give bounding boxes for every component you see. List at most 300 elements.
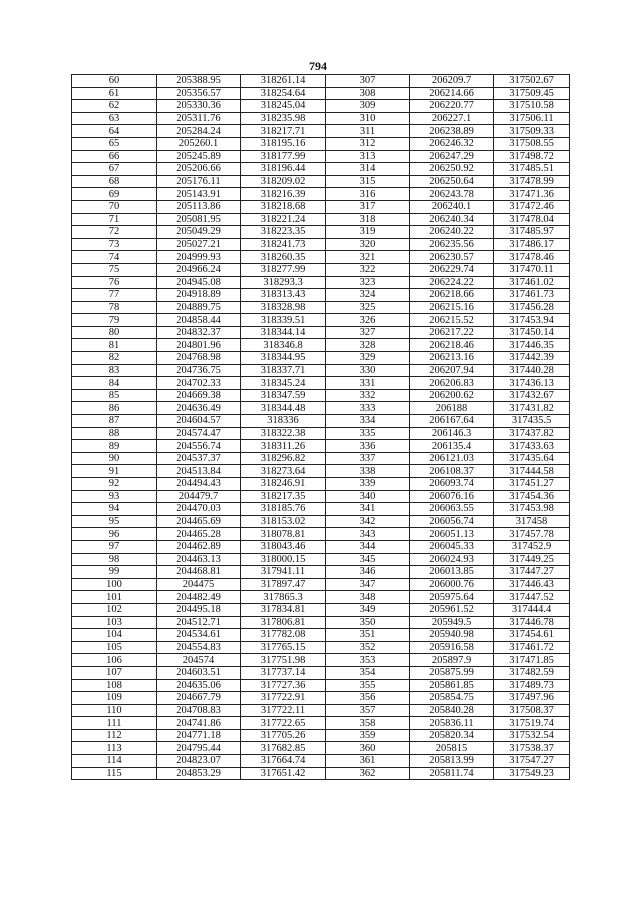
x-coordinate-right-cell: 206246.32 xyxy=(410,137,494,150)
point-number-left-cell: 101 xyxy=(72,591,157,604)
point-number-left-cell: 63 xyxy=(72,112,157,125)
x-coordinate-right-cell: 206108.37 xyxy=(410,465,494,478)
y-coordinate-left-cell: 318254.64 xyxy=(241,87,326,100)
x-coordinate-right-cell: 206051.13 xyxy=(410,528,494,541)
point-number-right-cell: 357 xyxy=(326,704,410,717)
point-number-left-cell: 85 xyxy=(72,389,157,402)
point-number-right-cell: 316 xyxy=(326,188,410,201)
y-coordinate-right-cell: 317461.73 xyxy=(494,289,570,302)
point-number-left-cell: 114 xyxy=(72,755,157,768)
table-row xyxy=(72,717,570,730)
x-coordinate-right-cell: 206206.83 xyxy=(410,377,494,390)
point-number-right-cell: 361 xyxy=(326,755,410,768)
point-number-left-cell: 94 xyxy=(72,503,157,516)
point-number-right-cell: 346 xyxy=(326,566,410,579)
x-coordinate-right-cell: 206076.16 xyxy=(410,490,494,503)
point-number-right-cell: 335 xyxy=(326,427,410,440)
x-coordinate-right-cell: 206235.56 xyxy=(410,238,494,251)
table-row xyxy=(72,704,570,717)
table-row xyxy=(72,389,570,402)
y-coordinate-left-cell: 318195.16 xyxy=(241,137,326,150)
point-number-right-cell: 340 xyxy=(326,490,410,503)
y-coordinate-left-cell: 317664.74 xyxy=(241,755,326,768)
point-number-left-cell: 82 xyxy=(72,352,157,365)
point-number-right-cell: 359 xyxy=(326,729,410,742)
x-coordinate-left-cell: 205311.76 xyxy=(157,112,241,125)
point-number-right-cell: 338 xyxy=(326,465,410,478)
point-number-right-cell: 318 xyxy=(326,213,410,226)
point-number-right-cell: 324 xyxy=(326,289,410,302)
point-number-left-cell: 115 xyxy=(72,767,157,780)
y-coordinate-right-cell: 317452.9 xyxy=(494,540,570,553)
table-row xyxy=(72,528,570,541)
point-number-right-cell: 360 xyxy=(326,742,410,755)
x-coordinate-right-cell: 205811.74 xyxy=(410,767,494,780)
point-number-right-cell: 334 xyxy=(326,415,410,428)
y-coordinate-right-cell: 317549.23 xyxy=(494,767,570,780)
point-number-right-cell: 310 xyxy=(326,112,410,125)
table-row xyxy=(72,100,570,113)
x-coordinate-right-cell: 206218.66 xyxy=(410,289,494,302)
y-coordinate-right-cell: 317509.33 xyxy=(494,125,570,138)
table-row xyxy=(72,226,570,239)
y-coordinate-right-cell: 317444.4 xyxy=(494,603,570,616)
point-number-left-cell: 67 xyxy=(72,163,157,176)
x-coordinate-right-cell: 205975.64 xyxy=(410,591,494,604)
x-coordinate-right-cell: 206013.85 xyxy=(410,566,494,579)
table-row xyxy=(72,137,570,150)
y-coordinate-right-cell: 317508.37 xyxy=(494,704,570,717)
x-coordinate-right-cell: 206217.22 xyxy=(410,326,494,339)
table-row xyxy=(72,364,570,377)
point-number-left-cell: 83 xyxy=(72,364,157,377)
y-coordinate-left-cell: 318336 xyxy=(241,415,326,428)
table-row xyxy=(72,654,570,667)
table-row xyxy=(72,679,570,692)
table-row xyxy=(72,87,570,100)
x-coordinate-right-cell: 206215.16 xyxy=(410,301,494,314)
point-number-right-cell: 355 xyxy=(326,679,410,692)
point-number-left-cell: 74 xyxy=(72,251,157,264)
x-coordinate-left-cell: 205081.95 xyxy=(157,213,241,226)
x-coordinate-right-cell: 206045.33 xyxy=(410,540,494,553)
coordinates-table xyxy=(71,74,570,780)
y-coordinate-right-cell: 317510.58 xyxy=(494,100,570,113)
point-number-right-cell: 326 xyxy=(326,314,410,327)
x-coordinate-right-cell: 206024.93 xyxy=(410,553,494,566)
y-coordinate-left-cell: 318344.95 xyxy=(241,352,326,365)
x-coordinate-left-cell: 204462.89 xyxy=(157,540,241,553)
point-number-right-cell: 327 xyxy=(326,326,410,339)
table-row xyxy=(72,263,570,276)
x-coordinate-right-cell: 206056.74 xyxy=(410,515,494,528)
y-coordinate-right-cell: 317449.25 xyxy=(494,553,570,566)
x-coordinate-left-cell: 204537.37 xyxy=(157,452,241,465)
x-coordinate-right-cell: 206188 xyxy=(410,402,494,415)
y-coordinate-right-cell: 317458 xyxy=(494,515,570,528)
y-coordinate-right-cell: 317471.36 xyxy=(494,188,570,201)
point-number-left-cell: 102 xyxy=(72,603,157,616)
point-number-right-cell: 308 xyxy=(326,87,410,100)
y-coordinate-right-cell: 317442.39 xyxy=(494,352,570,365)
point-number-right-cell: 331 xyxy=(326,377,410,390)
y-coordinate-left-cell: 318346.8 xyxy=(241,339,326,352)
point-number-left-cell: 69 xyxy=(72,188,157,201)
table-row xyxy=(72,729,570,742)
point-number-left-cell: 95 xyxy=(72,515,157,528)
point-number-right-cell: 348 xyxy=(326,591,410,604)
y-coordinate-right-cell: 317436.13 xyxy=(494,377,570,390)
point-number-right-cell: 352 xyxy=(326,641,410,654)
x-coordinate-right-cell: 206207.94 xyxy=(410,364,494,377)
table-row xyxy=(72,515,570,528)
x-coordinate-right-cell: 206200.62 xyxy=(410,389,494,402)
table-row xyxy=(72,75,570,88)
x-coordinate-left-cell: 204702.33 xyxy=(157,377,241,390)
y-coordinate-right-cell: 317451.27 xyxy=(494,478,570,491)
x-coordinate-left-cell: 204495.18 xyxy=(157,603,241,616)
x-coordinate-left-cell: 204795.44 xyxy=(157,742,241,755)
point-number-right-cell: 356 xyxy=(326,692,410,705)
table-row xyxy=(72,402,570,415)
x-coordinate-right-cell: 205840.28 xyxy=(410,704,494,717)
y-coordinate-left-cell: 318153.02 xyxy=(241,515,326,528)
point-number-left-cell: 77 xyxy=(72,289,157,302)
x-coordinate-right-cell: 206213.16 xyxy=(410,352,494,365)
y-coordinate-left-cell: 318337.71 xyxy=(241,364,326,377)
point-number-left-cell: 96 xyxy=(72,528,157,541)
y-coordinate-right-cell: 317519.74 xyxy=(494,717,570,730)
x-coordinate-right-cell: 206167.64 xyxy=(410,415,494,428)
x-coordinate-right-cell: 205961.52 xyxy=(410,603,494,616)
table-row xyxy=(72,427,570,440)
table-row xyxy=(72,503,570,516)
page-number: 794 xyxy=(309,59,327,73)
table-row xyxy=(72,125,570,138)
table-row xyxy=(72,540,570,553)
point-number-left-cell: 60 xyxy=(72,75,157,88)
y-coordinate-right-cell: 317478.46 xyxy=(494,251,570,264)
point-number-left-cell: 79 xyxy=(72,314,157,327)
x-coordinate-right-cell: 205820.34 xyxy=(410,729,494,742)
x-coordinate-left-cell: 204468.81 xyxy=(157,566,241,579)
x-coordinate-left-cell: 204966.24 xyxy=(157,263,241,276)
y-coordinate-right-cell: 317447.27 xyxy=(494,566,570,579)
y-coordinate-left-cell: 318217.71 xyxy=(241,125,326,138)
y-coordinate-left-cell: 317727.36 xyxy=(241,679,326,692)
point-number-left-cell: 68 xyxy=(72,175,157,188)
point-number-right-cell: 312 xyxy=(326,137,410,150)
y-coordinate-left-cell: 317765.15 xyxy=(241,641,326,654)
y-coordinate-left-cell: 318328.98 xyxy=(241,301,326,314)
y-coordinate-left-cell: 318246.91 xyxy=(241,478,326,491)
x-coordinate-right-cell: 206247.29 xyxy=(410,150,494,163)
table-row xyxy=(72,289,570,302)
x-coordinate-right-cell: 205854.75 xyxy=(410,692,494,705)
y-coordinate-left-cell: 318196.44 xyxy=(241,163,326,176)
point-number-right-cell: 353 xyxy=(326,654,410,667)
x-coordinate-left-cell: 204832.37 xyxy=(157,326,241,339)
y-coordinate-left-cell: 318235.98 xyxy=(241,112,326,125)
point-number-right-cell: 358 xyxy=(326,717,410,730)
x-coordinate-right-cell: 206230.57 xyxy=(410,251,494,264)
table-row xyxy=(72,339,570,352)
y-coordinate-right-cell: 317437.82 xyxy=(494,427,570,440)
point-number-right-cell: 315 xyxy=(326,175,410,188)
y-coordinate-left-cell: 318293.3 xyxy=(241,276,326,289)
y-coordinate-left-cell: 317806.81 xyxy=(241,616,326,629)
table-row xyxy=(72,603,570,616)
coordinates-table-body xyxy=(72,75,570,780)
y-coordinate-right-cell: 317547.27 xyxy=(494,755,570,768)
x-coordinate-right-cell: 206093.74 xyxy=(410,478,494,491)
point-number-right-cell: 339 xyxy=(326,478,410,491)
point-number-left-cell: 93 xyxy=(72,490,157,503)
point-number-left-cell: 70 xyxy=(72,200,157,213)
x-coordinate-right-cell: 205875.99 xyxy=(410,666,494,679)
y-coordinate-right-cell: 317508.55 xyxy=(494,137,570,150)
x-coordinate-left-cell: 205245.89 xyxy=(157,150,241,163)
table-row xyxy=(72,188,570,201)
x-coordinate-left-cell: 204858.44 xyxy=(157,314,241,327)
x-coordinate-right-cell: 206250.64 xyxy=(410,175,494,188)
y-coordinate-right-cell: 317432.67 xyxy=(494,389,570,402)
x-coordinate-right-cell: 206146.3 xyxy=(410,427,494,440)
x-coordinate-left-cell: 204513.84 xyxy=(157,465,241,478)
y-coordinate-right-cell: 317447.52 xyxy=(494,591,570,604)
table-row xyxy=(72,301,570,314)
point-number-right-cell: 311 xyxy=(326,125,410,138)
point-number-right-cell: 362 xyxy=(326,767,410,780)
table-row xyxy=(72,200,570,213)
point-number-right-cell: 317 xyxy=(326,200,410,213)
table-row xyxy=(72,314,570,327)
x-coordinate-left-cell: 204889.75 xyxy=(157,301,241,314)
table-row xyxy=(72,591,570,604)
y-coordinate-right-cell: 317453.94 xyxy=(494,314,570,327)
y-coordinate-left-cell: 318000.15 xyxy=(241,553,326,566)
x-coordinate-left-cell: 204475 xyxy=(157,578,241,591)
y-coordinate-left-cell: 318339.51 xyxy=(241,314,326,327)
y-coordinate-right-cell: 317478.99 xyxy=(494,175,570,188)
point-number-right-cell: 333 xyxy=(326,402,410,415)
x-coordinate-left-cell: 204465.28 xyxy=(157,528,241,541)
table-row xyxy=(72,377,570,390)
point-number-left-cell: 104 xyxy=(72,629,157,642)
y-coordinate-right-cell: 317461.02 xyxy=(494,276,570,289)
x-coordinate-left-cell: 204574.47 xyxy=(157,427,241,440)
y-coordinate-right-cell: 317489.73 xyxy=(494,679,570,692)
x-coordinate-left-cell: 205049.29 xyxy=(157,226,241,239)
x-coordinate-left-cell: 204635.06 xyxy=(157,679,241,692)
x-coordinate-left-cell: 204708.83 xyxy=(157,704,241,717)
y-coordinate-right-cell: 317472.46 xyxy=(494,200,570,213)
table-row xyxy=(72,415,570,428)
table-row xyxy=(72,666,570,679)
y-coordinate-left-cell: 317705.26 xyxy=(241,729,326,742)
table-row xyxy=(72,755,570,768)
x-coordinate-left-cell: 204999.93 xyxy=(157,251,241,264)
x-coordinate-left-cell: 204771.18 xyxy=(157,729,241,742)
x-coordinate-left-cell: 204556.74 xyxy=(157,440,241,453)
x-coordinate-right-cell: 206227.1 xyxy=(410,112,494,125)
x-coordinate-left-cell: 205356.57 xyxy=(157,87,241,100)
x-coordinate-right-cell: 205861.85 xyxy=(410,679,494,692)
table-row xyxy=(72,478,570,491)
y-coordinate-right-cell: 317478.04 xyxy=(494,213,570,226)
y-coordinate-right-cell: 317431.82 xyxy=(494,402,570,415)
point-number-left-cell: 99 xyxy=(72,566,157,579)
y-coordinate-right-cell: 317485.51 xyxy=(494,163,570,176)
x-coordinate-right-cell: 206240.1 xyxy=(410,200,494,213)
y-coordinate-left-cell: 318296.82 xyxy=(241,452,326,465)
point-number-left-cell: 109 xyxy=(72,692,157,705)
point-number-left-cell: 84 xyxy=(72,377,157,390)
x-coordinate-left-cell: 204512.71 xyxy=(157,616,241,629)
x-coordinate-left-cell: 204465.69 xyxy=(157,515,241,528)
x-coordinate-right-cell: 206214.66 xyxy=(410,87,494,100)
point-number-right-cell: 307 xyxy=(326,75,410,88)
y-coordinate-right-cell: 317471.85 xyxy=(494,654,570,667)
y-coordinate-left-cell: 318218.68 xyxy=(241,200,326,213)
y-coordinate-right-cell: 317497.96 xyxy=(494,692,570,705)
y-coordinate-right-cell: 317509.45 xyxy=(494,87,570,100)
point-number-left-cell: 105 xyxy=(72,641,157,654)
x-coordinate-left-cell: 204736.75 xyxy=(157,364,241,377)
x-coordinate-left-cell: 204823.07 xyxy=(157,755,241,768)
x-coordinate-left-cell: 204667.79 xyxy=(157,692,241,705)
x-coordinate-right-cell: 206240.22 xyxy=(410,226,494,239)
point-number-left-cell: 66 xyxy=(72,150,157,163)
point-number-left-cell: 64 xyxy=(72,125,157,138)
y-coordinate-right-cell: 317538.37 xyxy=(494,742,570,755)
y-coordinate-left-cell: 317865.3 xyxy=(241,591,326,604)
table-row xyxy=(72,163,570,176)
point-number-right-cell: 351 xyxy=(326,629,410,642)
y-coordinate-left-cell: 317722.65 xyxy=(241,717,326,730)
y-coordinate-left-cell: 317722.11 xyxy=(241,704,326,717)
x-coordinate-right-cell: 206209.7 xyxy=(410,75,494,88)
y-coordinate-left-cell: 318241.73 xyxy=(241,238,326,251)
point-number-left-cell: 76 xyxy=(72,276,157,289)
x-coordinate-right-cell: 205836.11 xyxy=(410,717,494,730)
table-row xyxy=(72,629,570,642)
point-number-right-cell: 345 xyxy=(326,553,410,566)
y-coordinate-right-cell: 317435.64 xyxy=(494,452,570,465)
table-row xyxy=(72,742,570,755)
point-number-left-cell: 100 xyxy=(72,578,157,591)
y-coordinate-left-cell: 318177.99 xyxy=(241,150,326,163)
point-number-right-cell: 354 xyxy=(326,666,410,679)
y-coordinate-left-cell: 317651.42 xyxy=(241,767,326,780)
table-row xyxy=(72,452,570,465)
table-row xyxy=(72,326,570,339)
point-number-left-cell: 112 xyxy=(72,729,157,742)
x-coordinate-left-cell: 204479.7 xyxy=(157,490,241,503)
table-row xyxy=(72,150,570,163)
y-coordinate-left-cell: 318245.04 xyxy=(241,100,326,113)
table-row xyxy=(72,440,570,453)
x-coordinate-left-cell: 204853.29 xyxy=(157,767,241,780)
x-coordinate-right-cell: 206224.22 xyxy=(410,276,494,289)
table-row xyxy=(72,692,570,705)
x-coordinate-right-cell: 206135.4 xyxy=(410,440,494,453)
point-number-right-cell: 337 xyxy=(326,452,410,465)
point-number-right-cell: 342 xyxy=(326,515,410,528)
y-coordinate-left-cell: 318260.35 xyxy=(241,251,326,264)
y-coordinate-left-cell: 317737.14 xyxy=(241,666,326,679)
y-coordinate-right-cell: 317482.59 xyxy=(494,666,570,679)
table-row xyxy=(72,112,570,125)
point-number-left-cell: 72 xyxy=(72,226,157,239)
x-coordinate-left-cell: 205027.21 xyxy=(157,238,241,251)
x-coordinate-right-cell: 206243.78 xyxy=(410,188,494,201)
x-coordinate-right-cell: 205815 xyxy=(410,742,494,755)
point-number-left-cell: 71 xyxy=(72,213,157,226)
table-row xyxy=(72,213,570,226)
y-coordinate-right-cell: 317446.35 xyxy=(494,339,570,352)
point-number-right-cell: 328 xyxy=(326,339,410,352)
x-coordinate-right-cell: 206121.03 xyxy=(410,452,494,465)
x-coordinate-right-cell: 205940.98 xyxy=(410,629,494,642)
point-number-right-cell: 314 xyxy=(326,163,410,176)
x-coordinate-right-cell: 206000.76 xyxy=(410,578,494,591)
y-coordinate-left-cell: 317722.91 xyxy=(241,692,326,705)
point-number-left-cell: 103 xyxy=(72,616,157,629)
x-coordinate-left-cell: 205330.36 xyxy=(157,100,241,113)
y-coordinate-left-cell: 318344.48 xyxy=(241,402,326,415)
point-number-left-cell: 108 xyxy=(72,679,157,692)
x-coordinate-right-cell: 206240.34 xyxy=(410,213,494,226)
point-number-left-cell: 91 xyxy=(72,465,157,478)
y-coordinate-left-cell: 318273.64 xyxy=(241,465,326,478)
y-coordinate-right-cell: 317435.5 xyxy=(494,415,570,428)
y-coordinate-right-cell: 317498.72 xyxy=(494,150,570,163)
x-coordinate-left-cell: 204918.89 xyxy=(157,289,241,302)
y-coordinate-left-cell: 317834.81 xyxy=(241,603,326,616)
y-coordinate-right-cell: 317446.78 xyxy=(494,616,570,629)
x-coordinate-left-cell: 204636.49 xyxy=(157,402,241,415)
y-coordinate-right-cell: 317453.98 xyxy=(494,503,570,516)
x-coordinate-left-cell: 204801.96 xyxy=(157,339,241,352)
point-number-right-cell: 341 xyxy=(326,503,410,516)
x-coordinate-right-cell: 205949.5 xyxy=(410,616,494,629)
y-coordinate-left-cell: 318216.39 xyxy=(241,188,326,201)
point-number-left-cell: 78 xyxy=(72,301,157,314)
x-coordinate-left-cell: 205284.24 xyxy=(157,125,241,138)
y-coordinate-right-cell: 317456.28 xyxy=(494,301,570,314)
x-coordinate-left-cell: 205176.11 xyxy=(157,175,241,188)
point-number-left-cell: 81 xyxy=(72,339,157,352)
x-coordinate-right-cell: 206218.46 xyxy=(410,339,494,352)
y-coordinate-right-cell: 317450.14 xyxy=(494,326,570,339)
point-number-right-cell: 343 xyxy=(326,528,410,541)
y-coordinate-left-cell: 317782.08 xyxy=(241,629,326,642)
y-coordinate-left-cell: 318311.26 xyxy=(241,440,326,453)
table-row xyxy=(72,465,570,478)
point-number-left-cell: 75 xyxy=(72,263,157,276)
point-number-left-cell: 86 xyxy=(72,402,157,415)
table-row xyxy=(72,553,570,566)
x-coordinate-left-cell: 204554.83 xyxy=(157,641,241,654)
y-coordinate-right-cell: 317506.11 xyxy=(494,112,570,125)
x-coordinate-left-cell: 205143.91 xyxy=(157,188,241,201)
x-coordinate-left-cell: 204463.13 xyxy=(157,553,241,566)
point-number-right-cell: 336 xyxy=(326,440,410,453)
y-coordinate-right-cell: 317470.11 xyxy=(494,263,570,276)
point-number-right-cell: 350 xyxy=(326,616,410,629)
y-coordinate-left-cell: 318185.76 xyxy=(241,503,326,516)
